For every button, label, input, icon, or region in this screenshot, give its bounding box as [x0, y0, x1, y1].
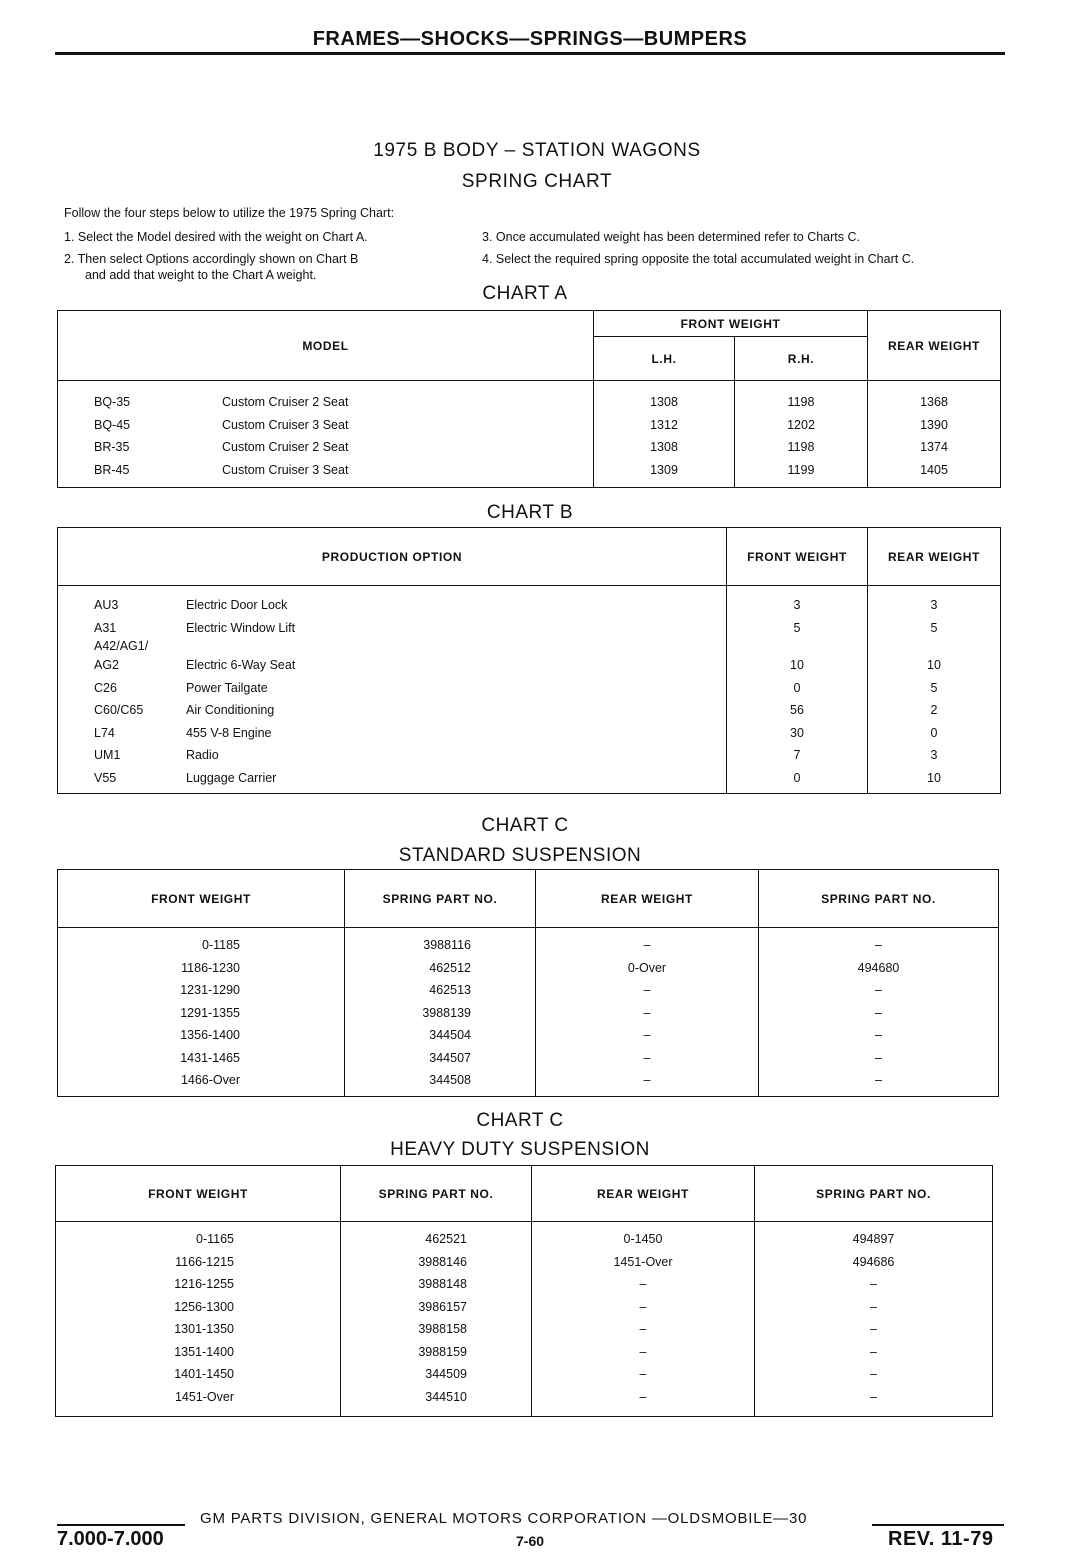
chart-b-code: V55 — [94, 770, 117, 785]
chart-b-desc: Electric Door Lock — [186, 598, 288, 612]
chart-b-front: 0 — [793, 680, 801, 695]
document-title: 1975 B BODY – STATION WAGONS — [373, 140, 701, 161]
chart-a-front-weight-header: FRONT WEIGHT — [594, 311, 868, 337]
chart-c-hd-rear: – — [639, 1389, 647, 1404]
chart-c-hd-part2: – — [870, 1322, 877, 1336]
step-2: 2. Then select Options accordingly shown on Chart B — [64, 252, 359, 266]
chart-b-front: 10 — [790, 658, 804, 672]
chart-a-lh-header: L.H. — [594, 337, 735, 381]
chart-c-hd-part: 3988159 — [418, 1344, 467, 1359]
chart-a-model: Custom Cruiser 2 Seat — [222, 395, 349, 409]
chart-a-lh: 1309 — [650, 462, 678, 477]
chart-a-code: BR-35 — [94, 440, 130, 454]
chart-b-rear — [868, 639, 1000, 654]
footer-revision: REV. 11-79 — [888, 1528, 994, 1550]
chart-b-desc: Air Conditioning — [186, 703, 275, 717]
chart-a-model: Custom Cruiser 3 Seat — [222, 417, 349, 432]
chart-b-front: 7 — [793, 748, 801, 762]
chart-c-hd-front: 1301-1350 — [174, 1322, 234, 1336]
chart-c-std-front: 1186-1230 — [181, 960, 240, 975]
chart-c-std-part: 462512 — [429, 960, 471, 975]
chart-a-table — [57, 310, 1001, 488]
chart-c-std-rear-header: REAR WEIGHT — [536, 870, 759, 928]
chart-c-hd-part: 3986157 — [418, 1299, 467, 1314]
chart-c-std-front: 1466-Over — [180, 1073, 240, 1087]
chart-c-std-rear: – — [643, 983, 651, 997]
chart-a-code: BQ-35 — [94, 395, 131, 409]
chart-c-hd-part2: – — [870, 1344, 877, 1359]
chart-b-rear: 3 — [930, 748, 938, 762]
chart-c-std-part2: – — [875, 1050, 882, 1065]
chart-b-desc: 455 V-8 Engine — [186, 725, 272, 740]
chart-a-rh: 1198 — [787, 395, 815, 409]
chart-a-model: Custom Cruiser 3 Seat — [222, 462, 349, 477]
chart-c-std-front: 1291-1355 — [180, 1005, 240, 1020]
chart-a-rear: 1405 — [920, 462, 948, 477]
chart-b-code: C60/C65 — [94, 703, 144, 717]
chart-c-hd-front: 1351-1400 — [174, 1344, 234, 1359]
chart-c-hd-rear: – — [639, 1299, 647, 1314]
step-4: 4. Select the required spring opposite the total accumulated weight in Chart C. — [482, 252, 915, 266]
chart-c-hd-sublabel: HEAVY DUTY SUSPENSION — [390, 1139, 650, 1160]
chart-c-std-part2: – — [875, 983, 882, 997]
chart-c-std-spring-header: SPRING PART NO. — [345, 870, 536, 928]
step-1: 1. Select the Model desired with the weight on Chart A. — [64, 230, 368, 244]
chart-c-std-rear: – — [643, 1050, 651, 1065]
chart-b-code: AU3 — [94, 598, 119, 612]
chart-a-rear: 1368 — [920, 395, 948, 409]
chart-b-front: 30 — [790, 725, 804, 740]
chart-a-lh: 1308 — [650, 395, 678, 409]
chart-c-hd-spring2-header: SPRING PART NO. — [755, 1166, 993, 1222]
chart-c-hd-rear-header: REAR WEIGHT — [532, 1166, 755, 1222]
chart-c-hd-front: 1166-1215 — [175, 1254, 234, 1269]
chart-c-std-part: 344504 — [429, 1028, 471, 1042]
chart-b-front: 3 — [793, 598, 801, 612]
chart-b-desc: Radio — [186, 748, 219, 762]
chart-c-hd-part: 344510 — [425, 1389, 467, 1404]
chart-a-rear-weight-header: REAR WEIGHT — [868, 311, 1001, 381]
chart-c-std-rear: – — [643, 1028, 651, 1042]
chart-b-rear: 3 — [930, 598, 938, 612]
chart-c-hd-front: 1216-1255 — [174, 1277, 234, 1291]
chart-b-code: L74 — [94, 725, 115, 740]
chart-b-desc: Luggage Carrier — [186, 770, 277, 785]
chart-c-hd-part2: – — [870, 1299, 877, 1314]
chart-b-rear: 0 — [930, 725, 938, 740]
chart-c-std-front-header: FRONT WEIGHT — [58, 870, 345, 928]
chart-b-rear: 5 — [930, 620, 938, 635]
chart-c-hd-part: 3988146 — [418, 1254, 467, 1269]
chart-a-lh: 1312 — [650, 417, 678, 432]
chart-c-hd-rear: – — [639, 1277, 647, 1291]
chart-c-hd-part2: 494686 — [852, 1254, 895, 1269]
chart-c-std-part: 462513 — [429, 983, 471, 997]
chart-c-hd-part: 3988148 — [418, 1277, 467, 1291]
chart-c-hd-front: 0-1165 — [196, 1232, 234, 1246]
chart-c-std-rear: 0-Over — [627, 960, 667, 975]
chart-c-hd-front: 1256-1300 — [174, 1299, 234, 1314]
chart-b-code: A42/AG1/ — [94, 639, 149, 653]
chart-c-std-part: 3988139 — [422, 1005, 471, 1020]
footer-page-number: 7-60 — [516, 1533, 545, 1549]
chart-b-desc: Electric 6-Way Seat — [186, 658, 296, 672]
chart-b-code: UM1 — [94, 748, 121, 762]
chart-a-rh: 1199 — [787, 462, 815, 477]
chart-c-hd-rear: – — [639, 1322, 647, 1336]
chart-a-rear: 1374 — [920, 440, 948, 454]
header-rule — [55, 52, 1005, 55]
footer-publisher: GM PARTS DIVISION, GENERAL MOTORS CORPORATION —OLDSMOBILE—30 — [200, 1510, 808, 1527]
chart-b-rear-header: REAR WEIGHT — [868, 528, 1001, 586]
chart-c-std-part2: 494680 — [857, 960, 900, 975]
chart-a-model: Custom Cruiser 2 Seat — [222, 440, 349, 454]
chart-c-hd-rear: – — [639, 1367, 647, 1381]
chart-c-hd-table — [55, 1165, 993, 1417]
chart-c-hd-front: 1451-Over — [174, 1389, 234, 1404]
chart-c-std-rear: – — [643, 938, 651, 952]
chart-a-model-header: MODEL — [58, 311, 594, 381]
chart-c-std-front: 1431-1465 — [180, 1050, 240, 1065]
chart-b-rear: 10 — [927, 658, 941, 672]
chart-c-std-sublabel: STANDARD SUSPENSION — [398, 845, 642, 866]
section-header: FRAMES—SHOCKS—SPRINGS—BUMPERS — [312, 28, 748, 50]
chart-c-hd-front: 1401-1450 — [174, 1367, 234, 1381]
chart-c-std-spring2-header: SPRING PART NO. — [759, 870, 999, 928]
step-2-cont: and add that weight to the Chart A weight. — [85, 268, 317, 282]
chart-b-front — [727, 639, 867, 654]
footer-section-number: 7.000-7.000 — [57, 1528, 164, 1550]
chart-c-hd-part2: – — [870, 1389, 877, 1404]
chart-b-label: CHART B — [486, 502, 574, 523]
chart-a-label: CHART A — [482, 283, 568, 304]
chart-b-table — [57, 527, 1001, 794]
chart-b-front: 0 — [793, 770, 801, 785]
chart-c-std-part2: – — [875, 1028, 882, 1042]
chart-c-std-table — [57, 869, 999, 1097]
chart-c-hd-rear: 0-1450 — [623, 1232, 663, 1246]
chart-a-rear: 1390 — [920, 417, 948, 432]
chart-c-std-part2: – — [875, 1005, 882, 1020]
chart-c-std-front: 1231-1290 — [180, 983, 240, 997]
chart-b-front-header: FRONT WEIGHT — [727, 528, 868, 586]
chart-c-hd-part: 344509 — [425, 1367, 467, 1381]
chart-b-front: 5 — [793, 620, 801, 635]
chart-c-hd-spring-header: SPRING PART NO. — [341, 1166, 532, 1222]
chart-b-rear: 2 — [930, 703, 938, 717]
chart-a-rh-header: R.H. — [735, 337, 868, 381]
chart-a-code: BQ-45 — [94, 417, 131, 432]
chart-c-hd-part2: 494897 — [852, 1232, 895, 1246]
chart-c-hd-rear: – — [639, 1344, 647, 1359]
chart-c-hd-label: CHART C — [476, 1110, 564, 1131]
chart-a-rh: 1198 — [787, 440, 815, 454]
chart-c-std-part2: – — [875, 1073, 882, 1087]
chart-b-code: AG2 — [94, 658, 120, 672]
chart-c-std-part: 344507 — [429, 1050, 471, 1065]
chart-c-std-part2: – — [875, 938, 882, 952]
chart-b-desc: Electric Window Lift — [186, 620, 296, 635]
chart-c-hd-front-header: FRONT WEIGHT — [56, 1166, 341, 1222]
chart-b-front: 56 — [790, 703, 804, 717]
chart-c-hd-part2: – — [870, 1277, 877, 1291]
chart-b-desc: Power Tailgate — [186, 680, 268, 695]
chart-c-hd-part: 462521 — [425, 1232, 467, 1246]
chart-b-rear: 10 — [927, 770, 941, 785]
chart-b-code: A31 — [94, 620, 117, 635]
footer-rule-left — [57, 1524, 185, 1526]
chart-b-code: C26 — [94, 680, 117, 695]
chart-c-std-front: 1356-1400 — [180, 1028, 240, 1042]
chart-c-std-rear: – — [643, 1073, 651, 1087]
step-3: 3. Once accumulated weight has been determined refer to Charts C. — [482, 230, 860, 244]
chart-a-code: BR-45 — [94, 462, 130, 477]
chart-c-std-label: CHART C — [481, 815, 569, 836]
footer-rule-right — [872, 1524, 1004, 1526]
chart-b-rear: 5 — [930, 680, 938, 695]
chart-c-std-front: 0-1185 — [202, 938, 240, 952]
chart-b-desc — [186, 639, 295, 654]
chart-c-hd-part2: – — [870, 1367, 877, 1381]
chart-c-hd-rear: 1451-Over — [613, 1254, 673, 1269]
chart-a-rh: 1202 — [787, 417, 815, 432]
chart-c-std-rear: – — [643, 1005, 651, 1020]
intro-text: Follow the four steps below to utilize the 1975 Spring Chart: — [64, 206, 395, 220]
chart-c-hd-part: 3988158 — [418, 1322, 467, 1336]
chart-a-lh: 1308 — [650, 440, 678, 454]
chart-c-std-part: 3988116 — [423, 938, 471, 952]
chart-c-std-part: 344508 — [429, 1073, 471, 1087]
document-subtitle: SPRING CHART — [461, 171, 613, 192]
chart-b-option-header: PRODUCTION OPTION — [58, 528, 727, 586]
